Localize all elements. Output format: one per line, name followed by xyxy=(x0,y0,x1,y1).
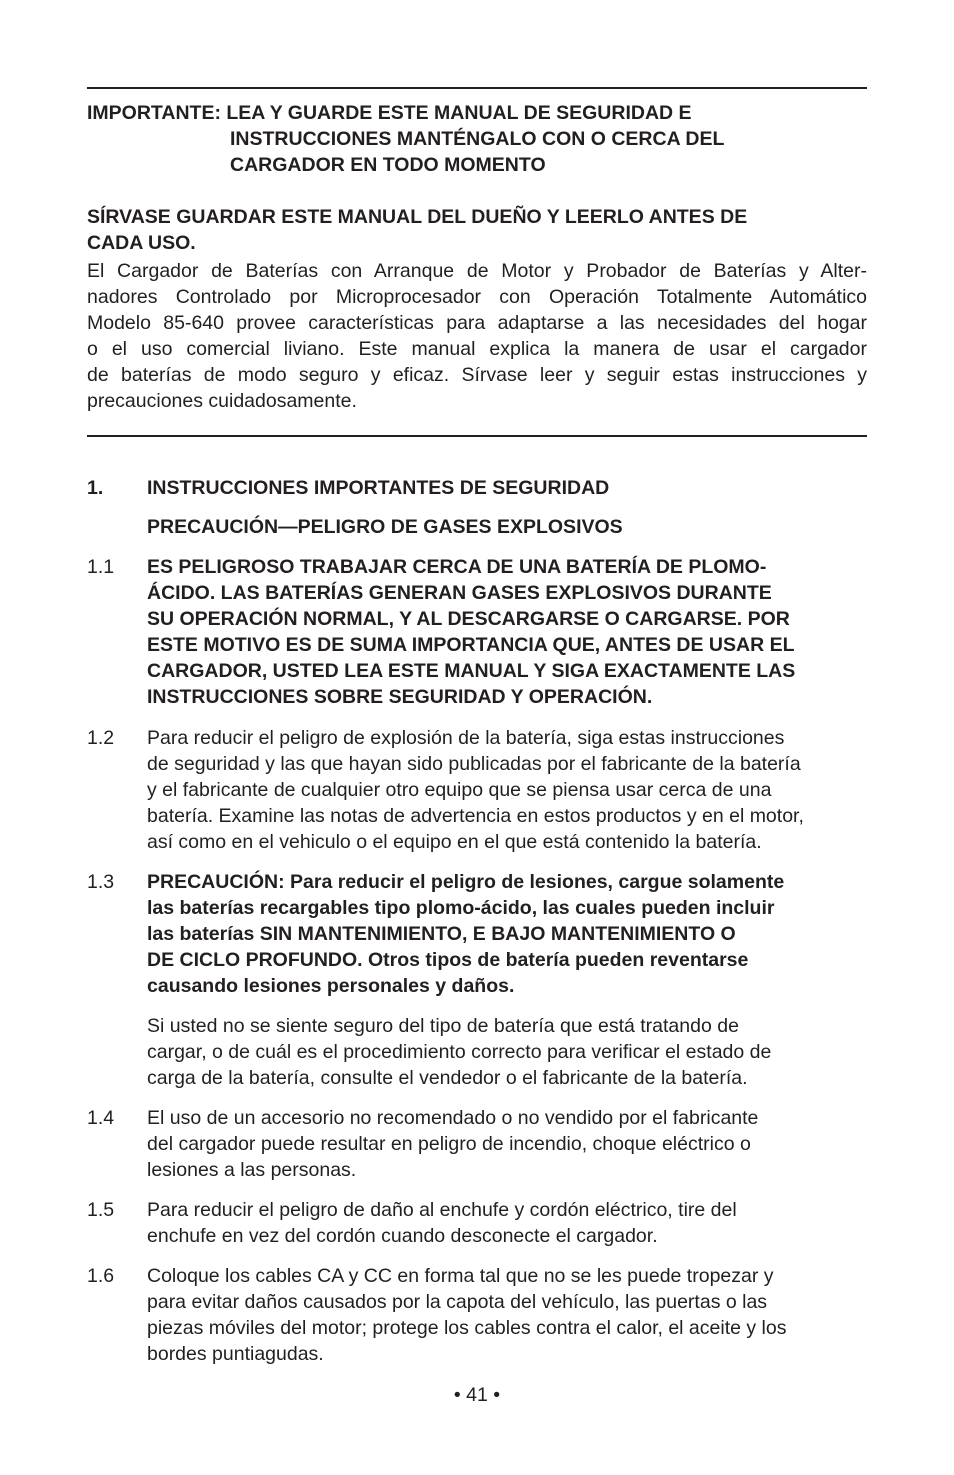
item-line: carga de la batería, consulte el vendedor o el fabricante de la batería. xyxy=(147,1067,748,1089)
item-number: 1.4 xyxy=(87,1107,115,1129)
item-line: causando lesiones personales y daños. xyxy=(147,975,515,997)
intro-paragraph xyxy=(87,258,867,414)
item-line: CARGADOR, USTED LEA ESTE MANUAL Y SIGA EXACTAMENTE LAS xyxy=(147,660,796,682)
item-line: ESTE MOTIVO ES DE SUMA IMPORTANCIA QUE, ANTES DE USAR EL xyxy=(147,634,795,656)
item-text xyxy=(147,1263,867,1367)
item-line: INSTRUCCIONES SOBRE SEGURIDAD Y OPERACIÓN. xyxy=(147,686,653,708)
item-line: Para reducir el peligro de explosión de la batería, siga estas instrucciones xyxy=(147,727,785,749)
item-number: 1.2 xyxy=(87,727,115,749)
item-line: lesiones a las personas. xyxy=(147,1159,357,1181)
middle-rule xyxy=(87,435,867,437)
intro-line-1: El Cargador de Baterías con Arranque de Motor y Probador de Baterías y Alter- xyxy=(87,260,867,282)
item-line: Si usted no se siente seguro del tipo de batería que está tratando de xyxy=(147,1015,739,1037)
item-line: así como en el vehiculo o el equipo en el que está contenido la batería. xyxy=(147,831,762,853)
item-line: Coloque los cables CA y CC en forma tal que no se les puede tropezar y xyxy=(147,1265,774,1287)
important-line-2: INSTRUCCIONES MANTÉNGALO CON O CERCA DEL xyxy=(230,128,725,150)
item-number: 1.5 xyxy=(87,1199,115,1221)
item-line: Para reducir el peligro de daño al enchufe y cordón eléctrico, tire del xyxy=(147,1199,737,1221)
item-note-text xyxy=(147,1013,867,1091)
intro-line-6: precauciones cuidadosamente. xyxy=(87,390,357,412)
item-line: El uso de un accesorio no recomendado o no vendido por el fabricante xyxy=(147,1107,759,1129)
item-line: piezas móviles del motor; protege los cables contra el calor, el aceite y los xyxy=(147,1317,787,1339)
section-subtitle: PRECAUCIÓN—PELIGRO DE GASES EXPLOSIVOS xyxy=(147,516,623,538)
item-line: bordes puntiagudas. xyxy=(147,1343,324,1365)
item-number: 1.1 xyxy=(87,556,115,578)
item-line: batería. Examine las notas de advertencia en estos productos y en el motor, xyxy=(147,805,804,827)
item-line: DE CICLO PROFUNDO. Otros tipos de batería pueden reventarse xyxy=(147,949,749,971)
item-line: y el fabricante de cualquier otro equipo que se piensa usar cerca de una xyxy=(147,779,772,801)
save-manual-notice xyxy=(87,204,867,256)
important-notice xyxy=(87,100,867,178)
item-line: cargar, o de cuál es el procedimiento correcto para verificar el estado de xyxy=(147,1041,772,1063)
important-line-1: IMPORTANTE: LEA Y GUARDE ESTE MANUAL DE SEGURIDAD E xyxy=(87,102,692,124)
item-line: SU OPERACIÓN NORMAL, Y AL DESCARGARSE O CARGARSE. POR xyxy=(147,608,790,630)
item-line: de seguridad y las que hayan sido publicadas por el fabricante de la batería xyxy=(147,753,801,775)
intro-line-2: nadores Controlado por Microprocesador con Operación Totalmente Automático xyxy=(87,286,867,308)
item-line: del cargador puede resultar en peligro de incendio, choque eléctrico o xyxy=(147,1133,751,1155)
item-line: las baterías recargables tipo plomo-ácido, las cuales pueden incluir xyxy=(147,897,775,919)
item-line: ES PELIGROSO TRABAJAR CERCA DE UNA BATERÍA DE PLOMO- xyxy=(147,556,767,578)
intro-line-3: Modelo 85-640 provee características para adaptarse a las necesidades del hogar xyxy=(87,312,867,334)
important-line-3: CARGADOR EN TODO MOMENTO xyxy=(230,154,546,176)
item-number: 1.6 xyxy=(87,1265,115,1287)
intro-line-5: de baterías de modo seguro y eficaz. Sírvase leer y seguir estas instrucciones y xyxy=(87,364,867,386)
item-line: enchufe en vez del cordón cuando desconecte el cargador. xyxy=(147,1225,658,1247)
item-text xyxy=(147,554,867,710)
section-title: INSTRUCCIONES IMPORTANTES DE SEGURIDAD xyxy=(147,477,610,499)
item-text xyxy=(147,1105,867,1183)
save-line-2: CADA USO. xyxy=(87,232,196,254)
item-text xyxy=(147,1197,867,1249)
item-number: 1.3 xyxy=(87,871,115,893)
intro-line-4: o el uso comercial liviano. Este manual explica la manera de usar el cargador xyxy=(87,338,867,360)
item-text xyxy=(147,869,867,999)
item-line: para evitar daños causados por la capota del vehículo, las puertas o las xyxy=(147,1291,768,1313)
item-text xyxy=(147,725,867,855)
top-rule xyxy=(87,87,867,89)
section-number: 1. xyxy=(87,477,104,499)
page-number: • 41 • xyxy=(453,1384,501,1406)
item-line: PRECAUCIÓN: Para reducir el peligro de lesiones, cargue solamente xyxy=(147,871,785,893)
item-line: las baterías SIN MANTENIMIENTO, E BAJO MANTENIMIENTO O xyxy=(147,923,736,945)
item-line: ÁCIDO. LAS BATERÍAS GENERAN GASES EXPLOSIVOS DURANTE xyxy=(147,582,772,604)
save-line-1: SÍRVASE GUARDAR ESTE MANUAL DEL DUEÑO Y LEERLO ANTES DE xyxy=(87,206,748,228)
